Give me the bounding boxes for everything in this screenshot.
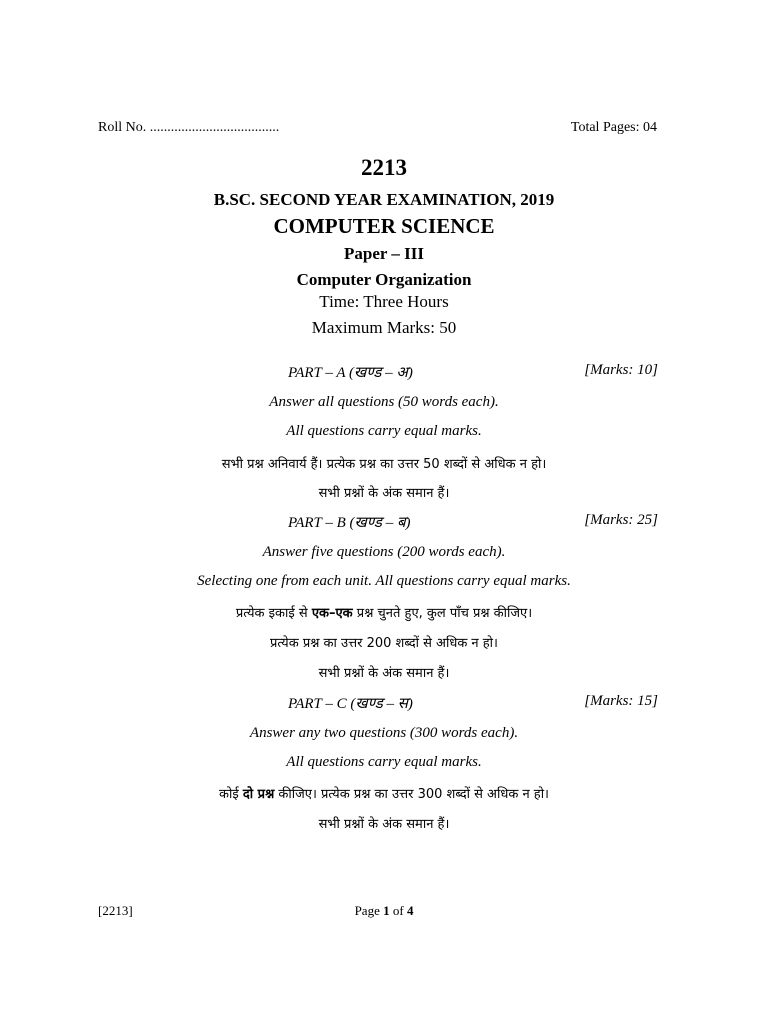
part-c-hindi-emphasis: दो प्रश्न [242, 787, 275, 802]
page-of: of [389, 903, 407, 918]
paper-code: 2213 [361, 155, 407, 180]
page-number: 1 [383, 903, 390, 918]
part-b-hindi: प्रत्येक प्रश्न का उत्तर 200 शब्दों से अधिक न हो। [270, 636, 498, 651]
part-b-hindi: सभी प्रश्नों के अंक समान हैं। [318, 666, 450, 681]
part-c-hindi-text: कोई [219, 787, 243, 802]
part-a-hindi: सभी प्रश्नों के अंक समान हैं। [318, 486, 450, 501]
part-a-instruction: Answer all questions (50 words each). [269, 394, 499, 410]
subject-title: COMPUTER SCIENCE [273, 214, 495, 238]
part-c-hindi [0, 784, 768, 802]
exam-time: Time: Three Hours [319, 292, 449, 311]
part-a-instruction: All questions carry equal marks. [286, 423, 482, 439]
part-c-heading: PART – C (खण्ड – स) [288, 696, 413, 712]
part-b-hindi-text: प्रश्न चुनते हुए, कुल पाँच प्रश्न कीजिए। [352, 606, 533, 621]
part-b-marks: [Marks: 25] [584, 512, 658, 528]
part-b-instruction: Answer five questions (200 words each). [262, 544, 506, 560]
part-b-hindi-text: प्रत्येक इकाई से [235, 606, 312, 621]
part-b-heading: PART – B (खण्ड – ब) [288, 515, 411, 531]
page-indicator [0, 903, 768, 919]
part-b-instruction: Selecting one from each unit. All questions carry equal marks. [197, 573, 571, 589]
page-total: 4 [406, 903, 414, 918]
part-c-hindi-text: कीजिए। प्रत्येक प्रश्न का उत्तर 300 शब्दों से अधिक न हो। [274, 787, 549, 802]
course-name: Computer Organization [296, 270, 472, 289]
part-b-hindi-emphasis: एक–एक [311, 606, 353, 621]
part-a-marks: [Marks: 10] [584, 362, 658, 378]
roll-number: Roll No. ..................................... [98, 120, 280, 135]
exam-title: B.SC. SECOND YEAR EXAMINATION, 2019 [213, 190, 555, 209]
part-c-hindi: सभी प्रश्नों के अंक समान हैं। [318, 817, 450, 832]
part-b-hindi [0, 603, 768, 621]
part-c-instruction: All questions carry equal marks. [286, 754, 482, 770]
max-marks: Maximum Marks: 50 [311, 318, 457, 337]
footer-paper-code: [2213] [98, 903, 133, 918]
part-c-instruction: Answer any two questions (300 words each). [249, 725, 519, 741]
page-prefix: Page [354, 903, 384, 918]
total-pages: Total Pages: 04 [570, 120, 657, 135]
part-a-hindi: सभी प्रश्न अनिवार्य हैं। प्रत्येक प्रश्न का उत्तर 50 शब्दों से अधिक न हो। [221, 457, 547, 472]
paper-number: Paper – III [344, 244, 424, 263]
part-c-marks: [Marks: 15] [584, 693, 658, 709]
part-a-heading: PART – A (खण्ड – अ) [288, 365, 413, 381]
